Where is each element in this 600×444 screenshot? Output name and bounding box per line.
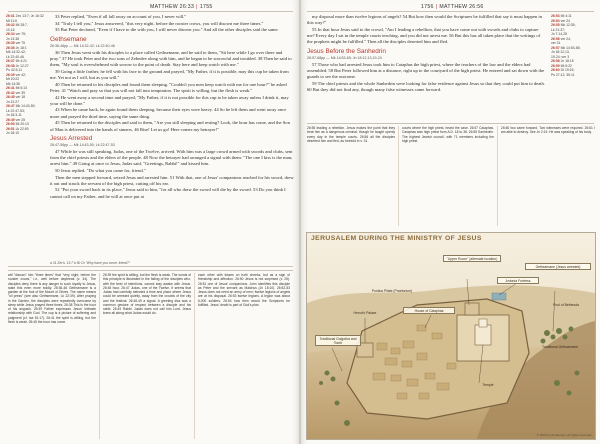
verse-33: 33 Peter replied, "Even if all fall away on account of you, I never will." [55, 14, 187, 19]
verses-43-44: 43 When he came back, he again found them sleeping, because their eyes were heavy. 44 So he left them and went away once more and prayed the third time, saying the same thing. [50, 107, 287, 119]
cross-reference-text: ver 24 [560, 18, 571, 23]
scripture-text [307, 14, 545, 94]
map-label-golgotha: Traditional Golgotha and Tomb [315, 335, 361, 346]
notes-rule [8, 270, 293, 271]
cross-reference-text: Jn 7:14,28 [551, 32, 567, 36]
cross-reference-verse: 26:35 [6, 41, 16, 45]
cross-reference-text: ver 39 [15, 90, 26, 95]
cross-reference-text: Jn 18:10 [6, 131, 20, 135]
map-title: JERUSALEM DURING THE MINISTRY OF JESUS [311, 235, 482, 242]
cross-reference-text: Lk 22:47-53; [6, 108, 25, 113]
column-divider [99, 273, 100, 439]
cross-reference-text: ver 75 [15, 41, 26, 45]
verses-40-41: 40 Then he returned to his disciples and found them sleeping. "Couldn't you men keep watch with me for one hour?" he asked Peter. 41 "Watch and pray so that you will not fall into temptation. The spirit is willing, but the flesh is weak." [50, 81, 287, 93]
column-divider [194, 273, 195, 439]
parallel-passage: 26:57-68pp — Mk 14:53-65; Jn 18:12,13,19-24 [307, 55, 382, 60]
cross-reference-entry [551, 73, 597, 78]
verses-47-49: 47 While he was still speaking, Judas, one of the Twelve, arrived. With him was a large crowd armed with swords and clubs, sent from the chief priests and the elders of the people. 48 Now the betrayer had arranged a signal with them: "The one I kiss is the man; arrest him." 49 Going at once to Jesus, Judas said, "Greetings, Rabbi!" and kissed him. [50, 148, 293, 167]
cross-reference-text: Zec 13:7; Jn 16:32 [15, 14, 44, 18]
cross-reference-verse: 26:51 [6, 126, 16, 131]
page-number: 1756 [421, 4, 434, 10]
cross-reference-text: Ps 27:12; 35:11 [551, 72, 575, 77]
cross-reference-text: Jn 12:27 [15, 63, 29, 68]
cross-reference-text: Mt 20:13 [15, 122, 29, 126]
cross-reference-verse: 26:47 [6, 104, 16, 108]
study-notes-col-1: will "disown" him "three times" that "very night, before the rooster crows," i.e., well before daybreak (v. 34). The disciples deny there is any danger to such loyalty to Jesus, state this even more boldly. 26:36-46 Gethsemane is a garden at the foot of the Mount of Olives. The name means "oil press" (see also Gethsemane, Lk 22:39). After praying in the Garden, the disciples were repeatedly overcome by sleep while Jesus prayed three times. 26:38 This is the hour of his anguish. 26:39 Father expresses Jesus' intimate relationship with God. The cup is a picture of suffering and judgment (cf. Isa 51:17). 26:41 the spirit is willing, but the flesh is weak. 26:45 the hour has come. [8, 273, 96, 324]
cross-reference-verse: 26:53 [551, 14, 561, 18]
cross-reference-text: Mt 20:22 [6, 77, 20, 81]
cross-reference-text: Mk 14:53-65; [560, 45, 581, 50]
cross-reference-text: ver 31 [551, 41, 561, 45]
notes-rule [307, 123, 594, 124]
cross-reference-verse: 26:50 [6, 122, 16, 126]
column-divider [497, 126, 498, 226]
study-notes-col-3: each other with kisses on both cheeks, but as a sign of friendship and affection. 26:50 Jesus is not surprised (v. 25). 26:51 one of Jesus' companions. John identifies this disciple as Peter and the servant as Malchus (Jn 18:10). 26:52-53 Jesus does not need an army of men; twelve legions of angels are at his disposal. 26:53 twelve legions. A legion was about 6,000 soldiers. 26:54 how then would the Scriptures be fulfilled. Jesus' death is part of God's plan. [198, 273, 290, 307]
cross-reference-text: Dt 19:15; [560, 68, 575, 72]
parallel-passage: 26:47-56pp — Mk 14:43-50; Lk 22:47-53 [50, 142, 115, 147]
verse-39: 39 Going a little farther, he fell with his face to the ground and prayed, "My Father, if it is possible, may this cup be taken from me. Yet not as I will, but as you will." [50, 68, 289, 80]
cross-reference-text: ver 25 [15, 117, 26, 122]
map-credit: © 2019 by Zondervan. All rights reserved. [536, 433, 592, 437]
cross-reference-text: Mt 4:11 [560, 14, 572, 18]
cross-reference-text: ver 75; [15, 32, 26, 36]
scripture-text [50, 14, 294, 200]
verses-55-56: 55 In that hour Jesus said to the crowd, "Am I leading a rebellion, that you have come out with swords and clubs to capture me? Every day I sat in the temple courts teaching, and you did not arrest me. 56 But this has all taken place that the writings of the prophets might be fulfilled." Then all the disciples deserted him and fled. [307, 26, 541, 45]
verses-45-46: 45 Then he returned to the disciples and said to them, "Are you still sleeping and resting? Look, the hour has come, and the Son of Man is delivered into the hands of sinners. 46 Rise! Let us go! Here comes my betrayer!" [50, 120, 290, 132]
running-head-right: 1756 | MATTHEW 26:56 [421, 4, 484, 10]
footnote-rule [8, 266, 293, 267]
cross-reference-verse: 26:38 [6, 63, 16, 68]
cross-reference-verse: 26:31 [6, 14, 16, 18]
running-head-left: MATTHEW 26:33 | 1755 [150, 4, 213, 10]
cross-reference-verse: 26:34 [6, 32, 16, 36]
cross-reference-verse: 26:54 [551, 18, 561, 23]
verses-57-58: 57 Those who had arrested Jesus took him to Caiaphas the high priest, where the teachers of the law and the elders had assembled. 58 But Peter followed him at a distance, right up to the courtyard of the high priest. He entered and sat down with the guards to see the outcome. [307, 61, 545, 79]
cross-reference-column [551, 14, 597, 77]
verse-34: 34 "Truly I tell you," Jesus answered, "this very night, before the rooster crows, you will disown me three times." [55, 20, 264, 26]
header-rule [8, 11, 293, 12]
cross-reference-verse: 26:55 [551, 23, 561, 27]
jerusalem-map [306, 232, 596, 440]
cross-reference-text: Jn 13:38 [6, 36, 20, 41]
running-head-text: MATTHEW 26:56 [439, 4, 484, 10]
section-heading-arrested: Jesus Arrested [50, 134, 93, 142]
cross-reference-verse: 26:45 [6, 95, 16, 99]
cross-reference-text: Lk 21:37; [551, 27, 565, 32]
cross-reference-verse: 26:49 [6, 117, 16, 122]
column-divider [398, 126, 399, 226]
verses-59-60: 59 The chief priests and the whole Sanhedrin were looking for false evidence against Jesus so that they could put him to death. 60 But they did not find any, though many false witnesses came forward. [307, 80, 545, 92]
cross-reference-text: Lk 22:50 [15, 126, 29, 131]
cross-reference-entry [6, 131, 46, 136]
cross-reference-text: Jn 12:27 [6, 99, 20, 104]
cross-reference-verse: 26:37 [6, 59, 16, 63]
cross-reference-text: Jn 18:15 [560, 59, 574, 63]
study-notes-col-1: 26:55 leading a rebellion. Jesus makes the point that they treat him as a dangerous criminal, though he taught openly every day in the temple courts. 26:56 all the disciples deserted him and fled, as foretold in v. 31. [307, 126, 395, 143]
section-heading-gethsemane: Gethsemane [50, 35, 87, 43]
verse-42: 42 He went away a second time and prayed, "My Father, if it is not possible for this cup to be taken away unless I drink it, may your will be done." [50, 94, 289, 106]
cross-reference-text: Ps 42:5,11 [6, 68, 22, 72]
cross-reference-verse: 26:32 [6, 23, 16, 27]
map-label-antonia: Antonia Fortress [497, 277, 539, 284]
cross-reference-text: Mk 14:36 [6, 81, 20, 86]
left-page [0, 0, 299, 444]
cross-reference-text: Mt 6:13 [15, 86, 27, 90]
verses-50-51: Then the men stepped forward, seized Jesus and arrested him. 51 With that, one of Jesus' companions reached for his sword, drew it out and struck the servant of the high priest, cutting off his ear. [50, 174, 294, 186]
cross-reference-verse: 26:59 [551, 63, 561, 68]
map-label-gethsemane: Gethsemane (Jesus arrested) [525, 263, 591, 270]
study-notes-col-2: 26:39 the spirit is willing, but the flesh is weak. The words of this principle is illustrated in the failing of the disciples who, with the best of intentions, cannot stay awake with Jesus. 26:45 hour. 26:47 Judas, one of the Twelve. It seems that Judas had carefully selected a time and place where Jesus could be arrested quietly, away from the crowds of the city and the festival. 26:48-49 a signal. A greeting kiss was a common gesture of respect between a disciple and his rabbi. 26:49 Rabbi. Judas does not call him Lord. Jesus knew all along what Judas would do. [103, 273, 191, 316]
verses-36-38: 36 Then Jesus went with his disciples to a place called Gethsemane, and he said to them, "Sit here while I go over there and pray." 37 He took Peter and the two sons of Zebedee along with him, and he began to be sorrowful and troubled. 38 Then he said to them, "My soul is overwhelmed with sorrow to the point of death. Stay here and keep watch with me." [50, 49, 292, 68]
cross-reference-text: 19-24; ver 3 [551, 54, 570, 59]
cross-reference-text: ver 42; [15, 72, 26, 77]
cross-reference-verse: 26:56 [551, 36, 561, 41]
cross-reference-verse: 26:60 [551, 68, 561, 72]
cross-reference-verse: 26:39 [6, 72, 16, 77]
section-heading-sanhedrin: Jesus Before the Sanhedrin [307, 47, 386, 55]
cross-reference-text: 10,16 [6, 27, 15, 32]
map-label-temple: Temple [482, 383, 494, 387]
cross-reference-verse: 26:36 [6, 45, 16, 50]
map-label-caiaphas: House of Caiaphas [403, 307, 455, 314]
page-number: 1755 [199, 4, 213, 10]
cross-reference-verse: 26:58 [551, 59, 561, 63]
verse-35: 35 But Peter declared, "Even if I have to die with you, I will never disown you." And all the other disciples said the same. [55, 27, 279, 33]
map-label-pool-of-bethesda: Pool of Bethesda [553, 303, 579, 307]
cross-reference-text: Jn 18:1 [15, 45, 27, 50]
map-label-herods-palace: Herod's Palace [353, 311, 377, 315]
cross-reference-text: Mt 11:6 [6, 18, 18, 23]
map-label-praetorium: Pontius Pilate (Praetorium) [371, 289, 413, 293]
cross-reference-text: Mk 14:43-50; [15, 104, 36, 108]
verse-50: 50 Jesus replied, "Do what you came for, friend." [55, 167, 146, 173]
map-label-upper-room: "Upper Room" (alternate location) [443, 255, 501, 262]
parallel-passage: 26:36-46pp — Mk 14:32-42; Lk 22:40-46 [50, 43, 115, 48]
cross-reference-text: ver 18 [15, 95, 26, 99]
cross-reference-verse: 26:42 [6, 90, 16, 95]
cross-reference-text: ver 24, [560, 36, 571, 41]
cross-reference-verse: 26:57 [551, 45, 561, 50]
cross-reference-text: Mk 14:32-42; [6, 50, 26, 54]
cross-reference-text: Mt 28:7, [15, 23, 28, 27]
cross-reference-column [6, 14, 46, 136]
verses-52-53: 52 "Put your sword back in its place," Jesus said to him, "for all who draw the sword will die by the sword. 53 Do you think I cannot call on my Father, and he will at once put at [50, 187, 286, 199]
study-notes-col-2: courts where the high priest, heard the case. 26:57 Caiaphas. Caiaphas was high priest from A.D. 18 to 36. 26:59 Sanhedrin. The highest Jewish council, with 71 members including the high priest. [402, 126, 494, 143]
verses-53-54: my disposal more than twelve legions of angels? 54 But how then would the Scriptures be fulfilled that say it must happen in this way?" [307, 14, 542, 26]
running-head-text: MATTHEW 26:33 [150, 4, 195, 10]
cross-reference-text: Mk 12:35; [560, 23, 576, 27]
cross-reference-verse: 26:41 [6, 86, 16, 90]
cross-reference-text: Lk 22:40-46 [6, 54, 24, 59]
cross-reference-text: Mt 5:22 [560, 63, 572, 68]
header-rule [307, 11, 594, 12]
cross-reference-text: Jn 18:12,13, [551, 50, 570, 54]
footnote: a 31 Zech. 13:7 b 50 Or "Why have you come, friend?" [50, 261, 130, 265]
cross-reference-text: Mt 4:21 [15, 59, 27, 63]
study-notes-col-3: 26:60 two came forward. Two witnesses were required. 26:61 I am able to destroy. See Jn 2:19. He was speaking of his body. [501, 126, 595, 135]
map-label-traditional-gethsemane: Traditional Gethsemane [541, 345, 579, 349]
cross-reference-text: Jn 18:3-11 [6, 113, 22, 117]
